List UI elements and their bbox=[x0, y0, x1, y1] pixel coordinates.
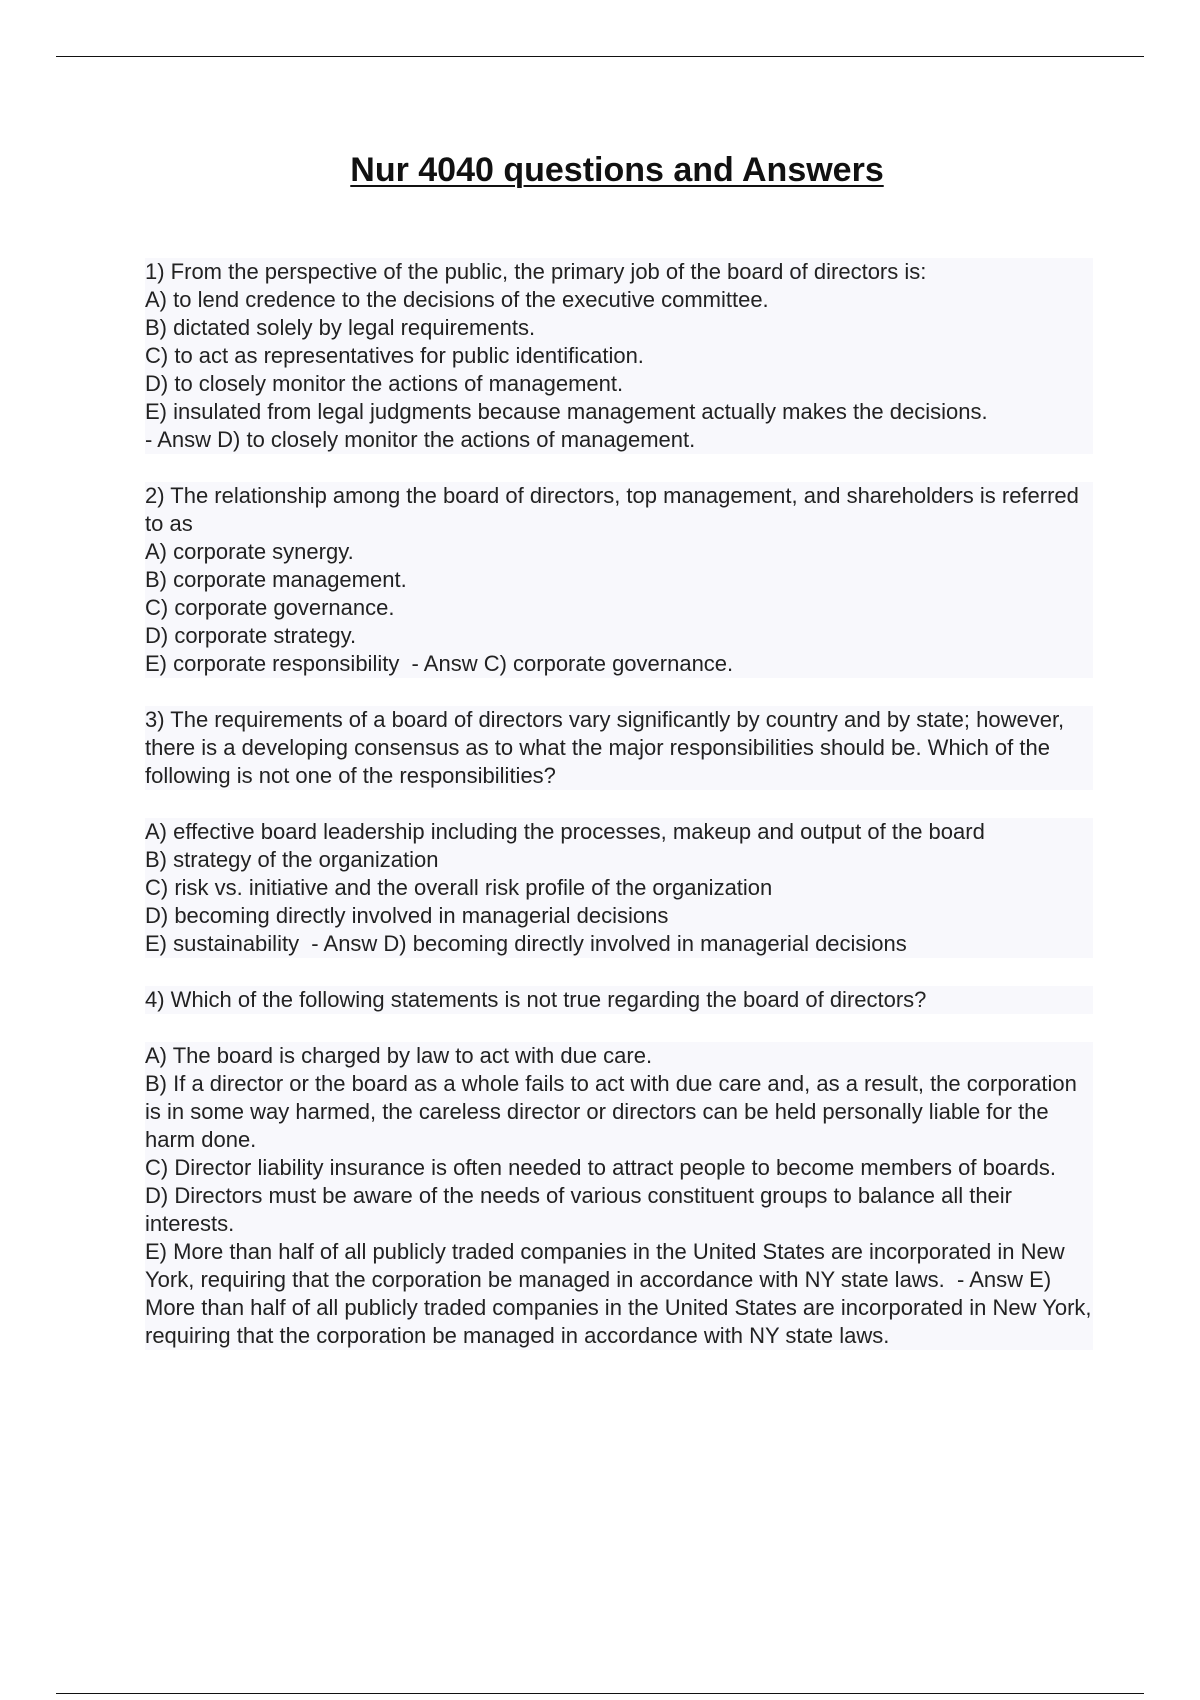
question-list bbox=[145, 258, 1098, 1378]
answer-option: E) sustainability - Answ D) becoming directly involved in managerial decisions bbox=[145, 930, 1093, 958]
answer-option: E) corporate responsibility - Answ C) corporate governance. bbox=[145, 650, 1093, 678]
question-stem: 2) The relationship among the board of directors, top management, and shareholders is referred to as bbox=[145, 482, 1093, 538]
page-title: Nur 4040 questions and Answers bbox=[350, 151, 884, 189]
answer-key: - Answ D) to closely monitor the actions of management. bbox=[145, 426, 1093, 454]
answer-option: A) corporate synergy. bbox=[145, 538, 1093, 566]
answer-option: D) Directors must be aware of the needs of various constituent groups to balance all their interests. bbox=[145, 1182, 1093, 1238]
answer-option: E) More than half of all publicly traded companies in the United States are incorporated in New York, requiring that the corporation be managed in accordance with NY state laws. - Answ E) More than half of all publicly traded companies in the United States are incorporated in New York, requiring that the corporation be managed in accordance with NY state laws. bbox=[145, 1239, 1098, 1348]
header-rule bbox=[56, 56, 1144, 57]
question-1 bbox=[145, 258, 1093, 454]
answer-option: A) The board is charged by law to act with due care. bbox=[145, 1042, 1093, 1070]
answer-option: C) to act as representatives for public identification. bbox=[145, 342, 1093, 370]
answer-option: D) becoming directly involved in managerial decisions bbox=[145, 902, 1093, 930]
question-2 bbox=[145, 482, 1093, 678]
stem-spacer bbox=[145, 1014, 1093, 1042]
question-stem: 3) The requirements of a board of directors vary significantly by country and by state; however, there is a developing consensus as to what the major responsibilities should be. Which of the following is not one of the responsibilities? bbox=[145, 706, 1093, 790]
answer-option: B) corporate management. bbox=[145, 566, 1093, 594]
stem-spacer bbox=[145, 790, 1093, 818]
answer-option: B) dictated solely by legal requirements. bbox=[145, 314, 1093, 342]
answer-option: E) insulated from legal judgments because management actually makes the decisions. bbox=[145, 398, 1093, 426]
answer-option: C) corporate governance. bbox=[145, 594, 1093, 622]
answer-option: A) to lend credence to the decisions of the executive committee. bbox=[145, 286, 1093, 314]
answer-option: D) corporate strategy. bbox=[145, 622, 1093, 650]
answer-option: B) If a director or the board as a whole fails to act with due care and, as a result, the corporation is in some way harmed, the careless director or directors can be held personally liable for the harm done. bbox=[145, 1070, 1093, 1154]
footer-rule bbox=[56, 1693, 1144, 1694]
answer-option: B) strategy of the organization bbox=[145, 846, 1093, 874]
answer-option: D) to closely monitor the actions of management. bbox=[145, 370, 1093, 398]
question-4 bbox=[145, 986, 1098, 1350]
answer-option: C) risk vs. initiative and the overall risk profile of the organization bbox=[145, 874, 1093, 902]
answer-option: A) effective board leadership including the processes, makeup and output of the board bbox=[145, 818, 1093, 846]
answer-option: C) Director liability insurance is often needed to attract people to become members of boards. bbox=[145, 1154, 1093, 1182]
question-3 bbox=[145, 706, 1093, 958]
question-stem: 4) Which of the following statements is not true regarding the board of directors? bbox=[145, 986, 1093, 1014]
question-stem: 1) From the perspective of the public, the primary job of the board of directors is: bbox=[145, 258, 1093, 286]
